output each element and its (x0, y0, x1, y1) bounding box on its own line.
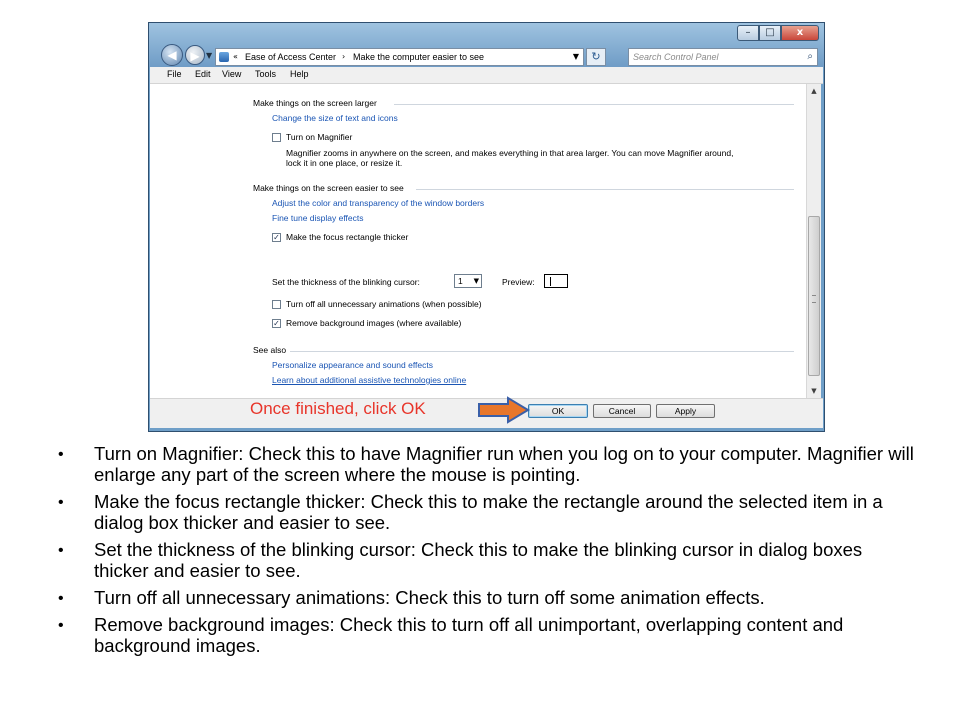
address-dropdown-icon[interactable]: ▼ (572, 52, 579, 61)
forward-arrow-icon[interactable]: ▶ (185, 45, 205, 65)
animations-label[interactable]: Turn off all unnecessary animations (when possible) (286, 299, 482, 309)
address-prefix[interactable]: « (233, 52, 238, 61)
recent-pages-chevron-icon[interactable]: ▼ (206, 51, 213, 60)
breadcrumb-ease-of-access[interactable]: Ease of Access Center (245, 52, 337, 62)
bullet-item (58, 587, 918, 608)
magnifier-checkbox[interactable] (272, 133, 281, 142)
cursor-preview (544, 274, 568, 288)
chevron-down-icon[interactable]: ▼ (473, 277, 479, 285)
link-window-borders[interactable]: Adjust the color and transparency of the window borders (272, 198, 485, 208)
link-change-text-size[interactable]: Change the size of text and icons (272, 113, 398, 123)
control-panel-window (148, 22, 825, 432)
cursor-thickness-label: Set the thickness of the blinking cursor: (272, 277, 420, 287)
scroll-grip-icon (812, 295, 816, 303)
breadcrumb-make-easier-to-see[interactable]: Make the computer easier to see (353, 52, 485, 62)
minimize-button[interactable]: – (737, 25, 759, 41)
link-assistive-technologies[interactable]: Learn about additional assistive technologies online (272, 375, 467, 385)
bullet-icon: • (58, 446, 64, 463)
bullet-list (58, 443, 918, 662)
menu-bar (150, 67, 823, 84)
cancel-button[interactable]: Cancel (593, 404, 651, 418)
cursor-caret (550, 277, 551, 286)
animations-checkbox[interactable] (272, 300, 281, 309)
link-display-effects[interactable]: Fine tune display effects (272, 213, 364, 223)
scroll-thumb[interactable] (808, 216, 820, 376)
menu-file[interactable]: File (167, 69, 182, 79)
bullet-item (58, 539, 918, 581)
ok-button[interactable]: OK (528, 404, 588, 418)
menu-edit[interactable]: Edit (195, 69, 211, 79)
bullet-item (58, 491, 918, 533)
vertical-scrollbar[interactable] (806, 84, 821, 398)
bullet-icon: • (58, 617, 64, 634)
search-placeholder: Search Control Panel (633, 52, 719, 62)
bullet-text-magnifier: Turn on Magnifier: Check this to have Magnifier run when you log on to your computer. Magnifier will enlarge any part of the screen where the mouse is pointing. (94, 443, 914, 485)
menu-view[interactable]: View (222, 69, 242, 79)
scroll-up-icon[interactable]: ▲ (811, 87, 817, 95)
scroll-down-icon[interactable]: ▼ (811, 387, 817, 395)
magnifier-label[interactable]: Turn on Magnifier (286, 132, 353, 142)
content-pane (150, 84, 806, 398)
bullet-item (58, 614, 918, 656)
control-panel-icon (219, 52, 229, 62)
search-input[interactable] (628, 48, 818, 66)
section-divider (416, 189, 794, 190)
magnifier-description: Magnifier zooms in anywhere on the screen, and makes everything in that area larger. You can move Magnifier around, lock it in one place, or resize it. (286, 148, 734, 168)
menu-tools[interactable]: Tools (255, 69, 277, 79)
annotation-text: Once finished, click OK (250, 399, 426, 418)
bullet-text-animations: Turn off all unnecessary animations: Check this to turn off some animation effects. (94, 587, 765, 608)
annotation-arrow-icon (478, 396, 530, 424)
bullet-text-focus: Make the focus rectangle thicker: Check this to make the rectangle around the selected item in a dialog box thicker and easier to see. (94, 491, 883, 533)
address-bar[interactable] (215, 48, 584, 66)
section-heading-see-also: See also (253, 345, 287, 355)
section-heading-easier: Make things on the screen easier to see (253, 183, 404, 193)
breadcrumb-separator-icon[interactable]: › (342, 52, 346, 61)
cursor-thickness-select[interactable] (454, 274, 482, 288)
background-images-label[interactable]: Remove background images (where available) (286, 318, 462, 328)
refresh-icon[interactable]: ↻ (586, 48, 606, 66)
link-personalize[interactable]: Personalize appearance and sound effects (272, 360, 433, 370)
close-button[interactable]: x (781, 25, 819, 41)
section-divider (290, 351, 794, 352)
focus-rectangle-label[interactable]: Make the focus rectangle thicker (286, 232, 409, 242)
bullet-icon: • (58, 542, 64, 559)
section-divider (394, 104, 794, 105)
back-arrow-icon[interactable]: ◀ (161, 44, 183, 66)
maximize-button[interactable]: □ (759, 25, 781, 41)
bullet-item (58, 443, 918, 485)
section-heading-larger: Make things on the screen larger (253, 98, 377, 108)
bullet-icon: • (58, 494, 64, 511)
bullet-icon: • (58, 590, 64, 607)
bullet-text-cursor: Set the thickness of the blinking cursor: Check this to make the blinking cursor in dialog boxes thicker and easier to see. (94, 539, 863, 581)
focus-rectangle-checkbox[interactable]: ✓ (273, 233, 280, 242)
preview-label: Preview: (502, 277, 535, 287)
bullet-text-background: Remove background images: Check this to turn off all unimportant, overlapping content and background images. (94, 614, 844, 656)
menu-help[interactable]: Help (290, 69, 309, 79)
cursor-thickness-value: 1 (458, 276, 463, 286)
background-images-checkbox[interactable]: ✓ (273, 319, 280, 328)
apply-button[interactable]: Apply (656, 404, 715, 418)
search-icon[interactable]: ⌕ (807, 51, 813, 62)
